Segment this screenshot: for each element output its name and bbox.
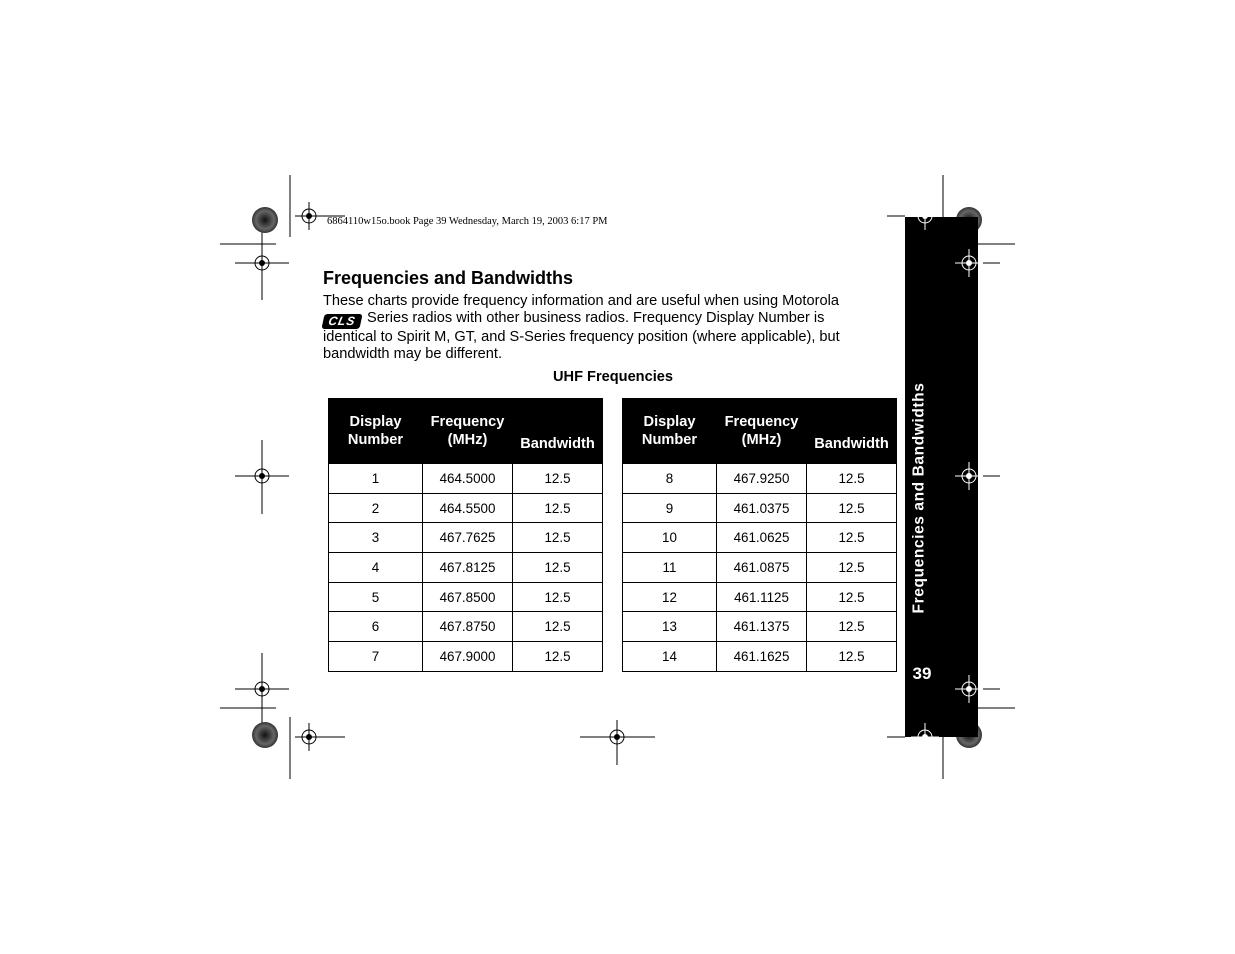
table-row (329, 582, 603, 612)
chapter-tab-text: Frequencies and Bandwidths (910, 382, 928, 614)
cell-frequency: 467.8500 (423, 582, 513, 612)
cell-frequency: 461.0375 (717, 493, 807, 523)
table-header-row (623, 399, 897, 464)
header-frequency: Frequency (MHz) (717, 399, 807, 464)
cell-display-number: 4 (329, 553, 423, 583)
cell-bandwidth: 12.5 (807, 612, 897, 642)
table-header-row (329, 399, 603, 464)
header-display-number: Display Number (329, 399, 423, 464)
cell-frequency: 464.5500 (423, 493, 513, 523)
cell-display-number: 2 (329, 493, 423, 523)
cell-display-number: 1 (329, 464, 423, 494)
cell-frequency: 467.7625 (423, 523, 513, 553)
table-row (329, 523, 603, 553)
cell-frequency: 467.9250 (717, 464, 807, 494)
cell-bandwidth: 12.5 (513, 612, 603, 642)
cell-bandwidth: 12.5 (513, 642, 603, 672)
table-caption: UHF Frequencies (552, 369, 674, 385)
frequency-table-right (622, 398, 897, 672)
file-info-line: 6864110w15o.book Page 39 Wednesday, March 19, 2003 6:17 PM (327, 216, 608, 227)
cell-frequency: 461.1125 (717, 582, 807, 612)
table-row (623, 553, 897, 583)
intro-paragraph (323, 293, 898, 363)
cell-bandwidth: 12.5 (807, 493, 897, 523)
cell-display-number: 13 (623, 612, 717, 642)
cell-bandwidth: 12.5 (807, 642, 897, 672)
cls-logo: CLS (321, 314, 362, 329)
cell-display-number: 11 (623, 553, 717, 583)
cell-frequency: 461.0625 (717, 523, 807, 553)
cell-display-number: 5 (329, 582, 423, 612)
cell-bandwidth: 12.5 (513, 523, 603, 553)
cell-display-number: 7 (329, 642, 423, 672)
cell-frequency: 467.8750 (423, 612, 513, 642)
header-frequency: Frequency (MHz) (423, 399, 513, 464)
table-row (329, 642, 603, 672)
table-row (623, 612, 897, 642)
cell-bandwidth: 12.5 (807, 582, 897, 612)
cell-frequency: 467.8125 (423, 553, 513, 583)
cell-display-number: 6 (329, 612, 423, 642)
table-row (329, 464, 603, 494)
intro-line: These charts provide frequency information and are useful when using Motorola (323, 293, 839, 309)
chapter-tab-label (904, 382, 934, 614)
cell-bandwidth: 12.5 (807, 523, 897, 553)
cell-display-number: 9 (623, 493, 717, 523)
header-bandwidth: Bandwidth (807, 399, 897, 464)
cell-display-number: 12 (623, 582, 717, 612)
cell-bandwidth: 12.5 (807, 553, 897, 583)
cell-frequency: 461.0875 (717, 553, 807, 583)
cell-bandwidth: 12.5 (513, 553, 603, 583)
intro-line (323, 310, 898, 329)
intro-line: identical to Spirit M, GT, and S-Series frequency position (where applicable), but (323, 329, 840, 345)
cell-display-number: 8 (623, 464, 717, 494)
cell-bandwidth: 12.5 (807, 464, 897, 494)
intro-text: Series radios with other business radios. Frequency Display Number is (367, 310, 825, 326)
cell-display-number: 3 (329, 523, 423, 553)
cell-bandwidth: 12.5 (513, 582, 603, 612)
table-row (623, 582, 897, 612)
cell-bandwidth: 12.5 (513, 464, 603, 494)
cell-bandwidth: 12.5 (513, 493, 603, 523)
cell-display-number: 10 (623, 523, 717, 553)
page-number: 39 (912, 664, 932, 683)
table-row (623, 493, 897, 523)
table-row (623, 523, 897, 553)
table-row (623, 464, 897, 494)
page-title: Frequencies and Bandwidths (323, 268, 574, 288)
header-bandwidth: Bandwidth (513, 399, 603, 464)
cell-frequency: 461.1625 (717, 642, 807, 672)
table-row (329, 612, 603, 642)
cell-frequency: 461.1375 (717, 612, 807, 642)
intro-line: bandwidth may be different. (323, 346, 503, 362)
header-display-number: Display Number (623, 399, 717, 464)
frequency-table-left (328, 398, 603, 672)
cell-frequency: 467.9000 (423, 642, 513, 672)
table-row (329, 553, 603, 583)
cell-frequency: 464.5000 (423, 464, 513, 494)
table-row (329, 493, 603, 523)
table-row (623, 642, 897, 672)
cell-display-number: 14 (623, 642, 717, 672)
